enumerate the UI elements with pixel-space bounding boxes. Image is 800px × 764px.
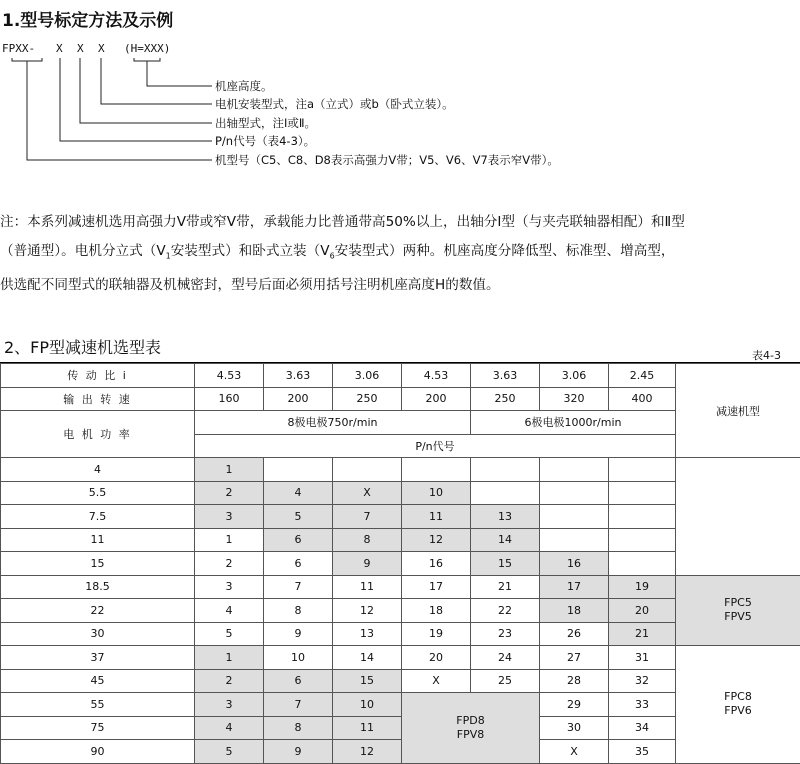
pn-cell: 18 (540, 599, 609, 623)
pn-cell (609, 528, 676, 552)
note-line2: （普通型）。电机分立式（$V_1$安装型式）和卧式立装（$V_6$安装型式）两种。机座高度分降低型、标准型、增高型， (0, 237, 800, 271)
pn-cell: 8 (264, 716, 333, 740)
pn-cell: X (333, 481, 402, 505)
pn-cell: 17 (540, 575, 609, 599)
pn-cell: X (540, 740, 609, 764)
pn-cell: 2 (195, 481, 264, 505)
pn-cell: 23 (471, 622, 540, 646)
pn-cell: 19 (609, 575, 676, 599)
pn-cell: 3 (195, 505, 264, 529)
table-row (1, 646, 800, 670)
pn-cell: 2 (195, 669, 264, 693)
note-line3: 供选配不同型式的联轴器及机械密封，型号后面必须用括号注明机座高度H的数值。 (0, 271, 800, 300)
pn-cell (609, 552, 676, 576)
power-cell: 30 (1, 622, 195, 646)
speed-cell: 250 (471, 387, 540, 411)
pn-cell: 18 (402, 599, 471, 623)
pn-cell: 20 (609, 599, 676, 623)
pn-cell: 9 (264, 740, 333, 764)
pn-cell: 7 (264, 575, 333, 599)
pn-cell: 10 (333, 693, 402, 717)
pn-cell: 11 (333, 716, 402, 740)
pn-cell (471, 458, 540, 482)
section1-title: 1.型号标定方法及示例 (2, 6, 173, 31)
row-ratio (1, 364, 800, 388)
pn-cell: 11 (402, 505, 471, 529)
pn-cell (540, 505, 609, 529)
leader-type (27, 61, 212, 160)
pn-cell (402, 458, 471, 482)
speed-cell: 160 (195, 387, 264, 411)
pn-cell: 21 (471, 575, 540, 599)
pn-cell: 16 (540, 552, 609, 576)
label-type: 机型号（C5、C8、D8表示高强力V带；V5、V6、V7表示窄V带）。 (215, 152, 559, 168)
pn-cell: 29 (540, 693, 609, 717)
pn-cell: 35 (609, 740, 676, 764)
leader-pn (60, 58, 212, 141)
code-suffix: (H=XXX) (124, 42, 170, 55)
pn-cell (609, 458, 676, 482)
ratio-header: 传 动 比 i (1, 364, 195, 388)
pn-cell: 14 (471, 528, 540, 552)
pn-cell: 33 (609, 693, 676, 717)
pn-cell: 6 (264, 552, 333, 576)
speed-cell: 250 (333, 387, 402, 411)
pn-cell: 6 (264, 528, 333, 552)
pn-cell: 26 (540, 622, 609, 646)
pn-cell: 24 (471, 646, 540, 670)
table-row (1, 458, 800, 482)
group-8pole: 8极电极750r/min (195, 411, 471, 435)
power-cell: 37 (1, 646, 195, 670)
power-cell: 90 (1, 740, 195, 764)
pn-cell: 31 (609, 646, 676, 670)
pn-cell: 14 (333, 646, 402, 670)
pn-cell: 15 (471, 552, 540, 576)
leader-height (147, 61, 212, 86)
power-cell: 7.5 (1, 505, 195, 529)
model-empty-top (676, 458, 800, 576)
pn-cell: 4 (264, 481, 333, 505)
pn-cell: 4 (195, 599, 264, 623)
power-cell: 18.5 (1, 575, 195, 599)
label-mount: 电机安装型式，注a（立式）或b（卧式立装）。 (215, 96, 454, 112)
model-fpd8: FPD8 (402, 714, 539, 728)
model-fpv8: FPV8 (402, 728, 539, 742)
pn-cell: 6 (264, 669, 333, 693)
power-cell: 45 (1, 669, 195, 693)
model-header: 减速机型 (676, 364, 800, 458)
table-row (1, 575, 800, 599)
model-fpc8-fpv6 (676, 646, 800, 764)
ratio-cell: 3.06 (333, 364, 402, 388)
pn-cell: 20 (402, 646, 471, 670)
model-fpv6: FPV6 (676, 704, 800, 718)
pn-cell (540, 528, 609, 552)
ratio-cell: 4.53 (402, 364, 471, 388)
label-shaft: 出轴型式，注Ⅰ或Ⅱ。 (215, 115, 316, 131)
note-paragraph (0, 208, 800, 300)
speed-cell: 320 (540, 387, 609, 411)
pn-cell: 30 (540, 716, 609, 740)
pn-cell (333, 458, 402, 482)
model-fpc8: FPC8 (676, 690, 800, 704)
power-cell: 11 (1, 528, 195, 552)
code-x1: X (56, 42, 63, 55)
power-cell: 75 (1, 716, 195, 740)
speed-header: 输 出 转 速 (1, 387, 195, 411)
code-prefix: FPXX- (2, 42, 35, 55)
pn-cell: 17 (402, 575, 471, 599)
pn-cell: 12 (333, 740, 402, 764)
power-cell: 5.5 (1, 481, 195, 505)
ratio-cell: 3.63 (471, 364, 540, 388)
power-cell: 4 (1, 458, 195, 482)
pn-cell: 25 (471, 669, 540, 693)
pn-cell: 5 (195, 622, 264, 646)
pn-cell (264, 458, 333, 482)
pn-header: P/n代号 (195, 434, 676, 458)
power-header: 电 机 功 率 (1, 411, 195, 458)
speed-cell: 200 (264, 387, 333, 411)
pn-cell: 21 (609, 622, 676, 646)
pn-cell: 7 (333, 505, 402, 529)
leader-shaft (80, 58, 212, 123)
ratio-cell: 3.06 (540, 364, 609, 388)
pn-cell: 2 (195, 552, 264, 576)
pn-cell: 16 (402, 552, 471, 576)
pn-cell: 1 (195, 458, 264, 482)
pn-cell: 5 (195, 740, 264, 764)
pn-cell (540, 458, 609, 482)
pn-cell (609, 505, 676, 529)
power-cell: 15 (1, 552, 195, 576)
pn-cell: 13 (471, 505, 540, 529)
selection-table (0, 363, 800, 764)
pn-cell: 12 (333, 599, 402, 623)
power-cell: 22 (1, 599, 195, 623)
pn-cell: 8 (333, 528, 402, 552)
code-x3: X (98, 42, 105, 55)
pn-cell: 10 (264, 646, 333, 670)
pn-cell: 22 (471, 599, 540, 623)
pn-cell: 9 (333, 552, 402, 576)
ratio-cell: 2.45 (609, 364, 676, 388)
pn-cell: 34 (609, 716, 676, 740)
model-fpc5: FPC5 (676, 596, 800, 610)
suffix-bracket (134, 58, 160, 61)
note-line1: 注：本系列减速机选用高强力V带或窄V带，承载能力比普通带高50%以上，出轴分Ⅰ型（与夹壳联轴器相配）和Ⅱ型 (0, 208, 800, 237)
pn-cell (540, 481, 609, 505)
pn-cell: X (402, 669, 471, 693)
pn-cell: 19 (402, 622, 471, 646)
group-6pole: 6极电极1000r/min (471, 411, 676, 435)
leader-mount (101, 58, 212, 104)
pn-cell: 3 (195, 693, 264, 717)
pn-cell (609, 481, 676, 505)
section2-title: 2、FP型减速机选型表 (4, 335, 161, 358)
pn-cell (471, 481, 540, 505)
pn-cell: 28 (540, 669, 609, 693)
pn-cell: 7 (264, 693, 333, 717)
prefix-bracket (12, 58, 42, 61)
ratio-cell: 4.53 (195, 364, 264, 388)
pn-cell: 4 (195, 716, 264, 740)
pn-cell: 9 (264, 622, 333, 646)
label-pn: P/n代号（表4-3）。 (215, 133, 315, 149)
code-x2: X (77, 42, 84, 55)
pn-cell: 13 (333, 622, 402, 646)
pn-cell: 32 (609, 669, 676, 693)
pn-cell: 8 (264, 599, 333, 623)
label-height: 机座高度。 (215, 78, 273, 94)
pn-cell: 3 (195, 575, 264, 599)
ratio-cell: 3.63 (264, 364, 333, 388)
model-fpv5: FPV5 (676, 610, 800, 624)
pn-cell: 10 (402, 481, 471, 505)
pn-cell: 27 (540, 646, 609, 670)
pn-cell: 1 (195, 528, 264, 552)
pn-cell: 1 (195, 646, 264, 670)
model-fpd8-fpv8 (402, 693, 540, 764)
speed-cell: 200 (402, 387, 471, 411)
table-number: 表4-3 (752, 347, 781, 363)
pn-cell: 15 (333, 669, 402, 693)
pn-cell: 12 (402, 528, 471, 552)
model-fpc5-fpv5 (676, 575, 800, 646)
pn-cell: 11 (333, 575, 402, 599)
power-cell: 55 (1, 693, 195, 717)
speed-cell: 400 (609, 387, 676, 411)
pn-cell: 5 (264, 505, 333, 529)
